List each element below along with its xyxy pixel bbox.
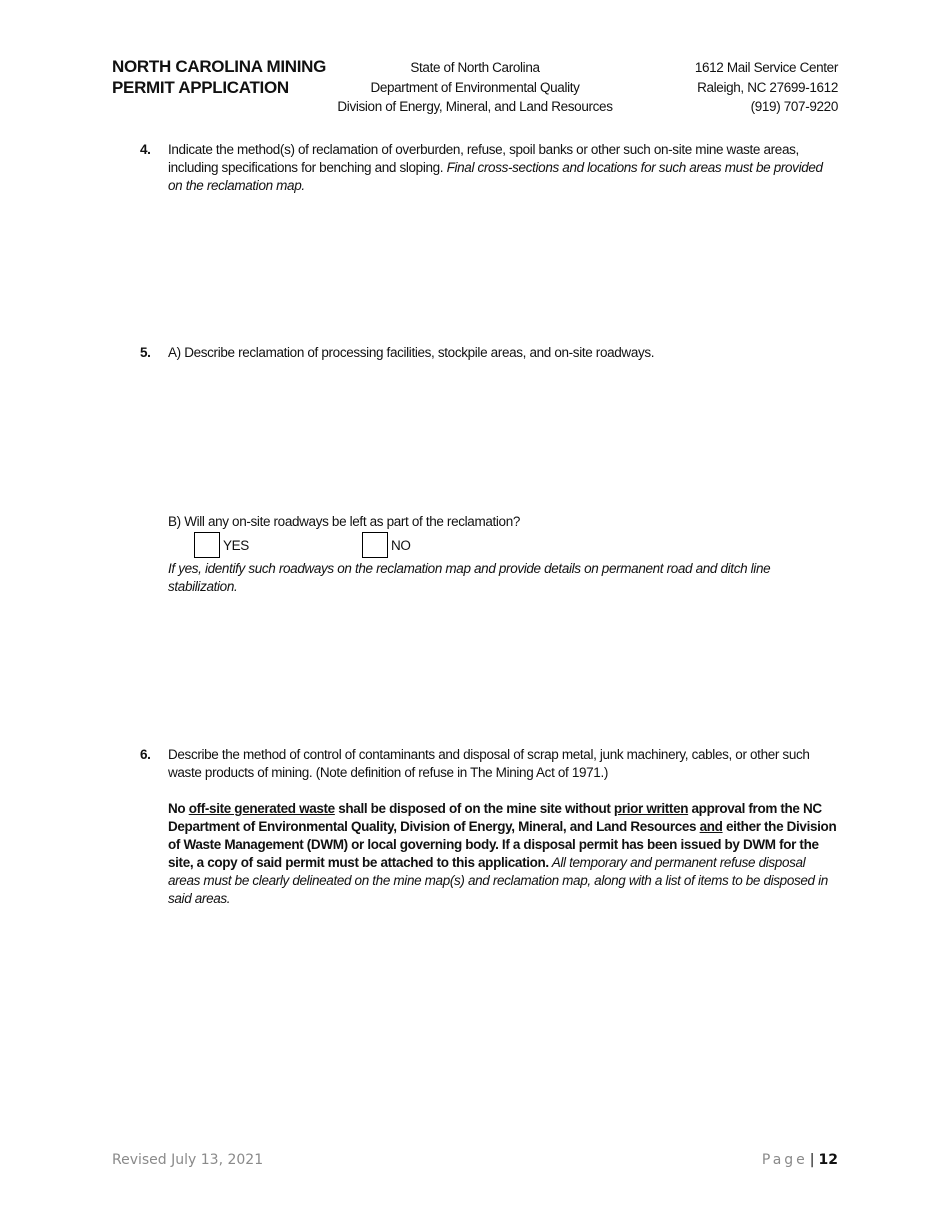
item-6-question: Describe the method of control of contaminants and disposal of scrap metal, junk machinery, cables, or other such waste products of mining. (Note definition of refuse in The Mining Act of 1971.) bbox=[168, 747, 810, 780]
address-mail-center: 1612 Mail Service Center bbox=[694, 60, 838, 75]
item-4-number: 4. bbox=[140, 142, 151, 157]
notice-prior-written: prior written bbox=[613, 801, 689, 816]
agency-block bbox=[310, 59, 640, 118]
item-5-part-b: B) Will any on-site roadways be left as part of the reclamation? bbox=[168, 514, 521, 529]
item-4-italic-note: Final cross-sections and locations for such areas must be provided on the reclamation map. bbox=[168, 160, 823, 193]
item-5-part-a: A) Describe reclamation of processing facilities, stockpile areas, and on-site roadways. bbox=[168, 345, 655, 360]
notice-italic: All temporary and permanent refuse disposal areas must be clearly delineated on the mine map(s) and reclamation map, along with a list of items to be disposed in said areas. bbox=[168, 855, 828, 906]
notice-text-1: shall be disposed of on the mine site without bbox=[334, 801, 614, 816]
address-city: Raleigh, NC 27699-1612 bbox=[697, 79, 838, 95]
revision-date: Revised July 13, 2021 bbox=[112, 1152, 264, 1168]
item-6-waste-notice bbox=[168, 800, 840, 908]
item-6-number: 6. bbox=[140, 747, 151, 762]
form-title-line2: PERMIT APPLICATION bbox=[112, 78, 289, 97]
notice-no: No bbox=[168, 801, 189, 816]
agency-department: Department of Environmental Quality bbox=[370, 79, 580, 95]
item-4-question bbox=[168, 141, 840, 195]
address-phone: (919) 707-9220 bbox=[750, 99, 838, 114]
item-5-number: 5. bbox=[140, 345, 151, 360]
item-5-roadway-note: If yes, identify such roadways on the reclamation map and provide details on permanent road and ditch line stabilization. bbox=[168, 561, 771, 594]
page-word: Page bbox=[761, 1152, 808, 1168]
form-title-line1: NORTH CAROLINA MINING bbox=[112, 57, 327, 76]
page-number: 12 bbox=[818, 1152, 838, 1168]
no-checkbox[interactable] bbox=[362, 532, 388, 558]
item-4-text: Indicate the method(s) of reclamation of overburden, refuse, spoil banks or other such on-site mine waste areas, including specifications for benching and sloping. bbox=[168, 142, 799, 175]
yes-checkbox[interactable] bbox=[194, 532, 220, 558]
notice-and: and bbox=[699, 819, 723, 834]
no-label: NO bbox=[391, 538, 411, 553]
form-title bbox=[112, 56, 326, 98]
agency-division: Division of Energy, Mineral, and Land Resources bbox=[337, 99, 613, 114]
agency-state: State of North Carolina bbox=[410, 60, 540, 75]
notice-offsite-waste: off-site generated waste bbox=[188, 801, 335, 816]
notice-text-3: either the Division of Waste Management (DWM) or local governing body. If a disposal permit has been issued by DWM for the site, a copy of said permit must be attached to this application. bbox=[168, 819, 837, 870]
yes-label: YES bbox=[223, 538, 249, 553]
page-separator: | bbox=[809, 1152, 815, 1168]
address-block bbox=[695, 59, 838, 118]
notice-text-2: approval from the NC Department of Environmental Quality, Division of Energy, Mineral, and Land Resources bbox=[168, 801, 822, 834]
page-number-block bbox=[762, 1152, 838, 1168]
